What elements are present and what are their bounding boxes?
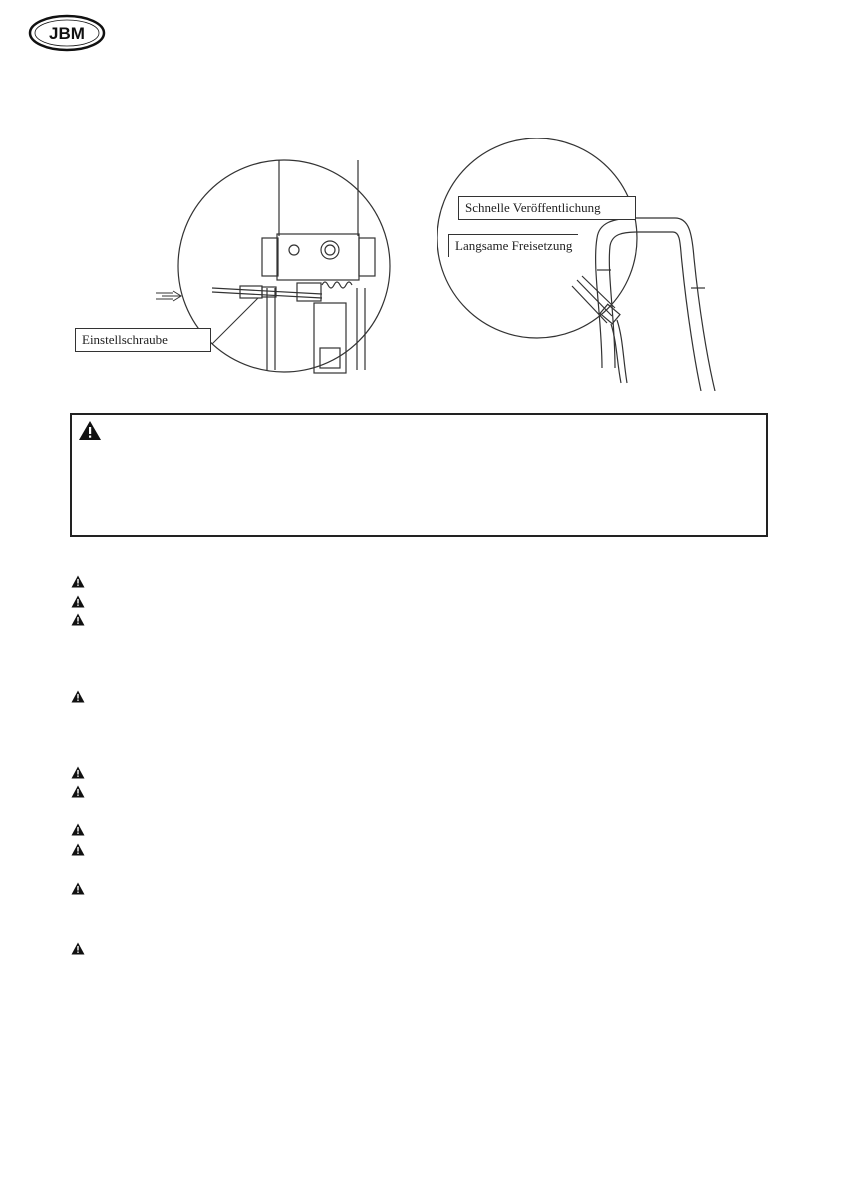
warning-triangle-icon	[71, 575, 85, 588]
label-fast-release: Schnelle Veröffentlichung	[458, 196, 636, 220]
warning-triangle-icon	[71, 785, 85, 798]
warning-box	[70, 413, 768, 537]
warning-triangle-icon	[71, 595, 85, 608]
figure-adjust-screw	[72, 138, 437, 391]
warning-triangle-icon	[71, 823, 85, 836]
warning-triangle-icon	[71, 882, 85, 895]
figure-release-valve	[437, 138, 736, 391]
logo-text: JBM	[49, 24, 85, 43]
warning-triangle-icon	[71, 690, 85, 703]
jbm-logo	[28, 14, 106, 52]
warning-triangle-icon	[71, 843, 85, 856]
warning-triangle-icon	[71, 613, 85, 626]
label-slow-release: Langsame Freisetzung	[448, 234, 578, 257]
warning-triangle-icon	[71, 942, 85, 955]
warning-triangle-icon	[78, 420, 102, 441]
warning-triangle-icon	[71, 766, 85, 779]
label-adjust-screw: Einstellschraube	[75, 328, 211, 352]
